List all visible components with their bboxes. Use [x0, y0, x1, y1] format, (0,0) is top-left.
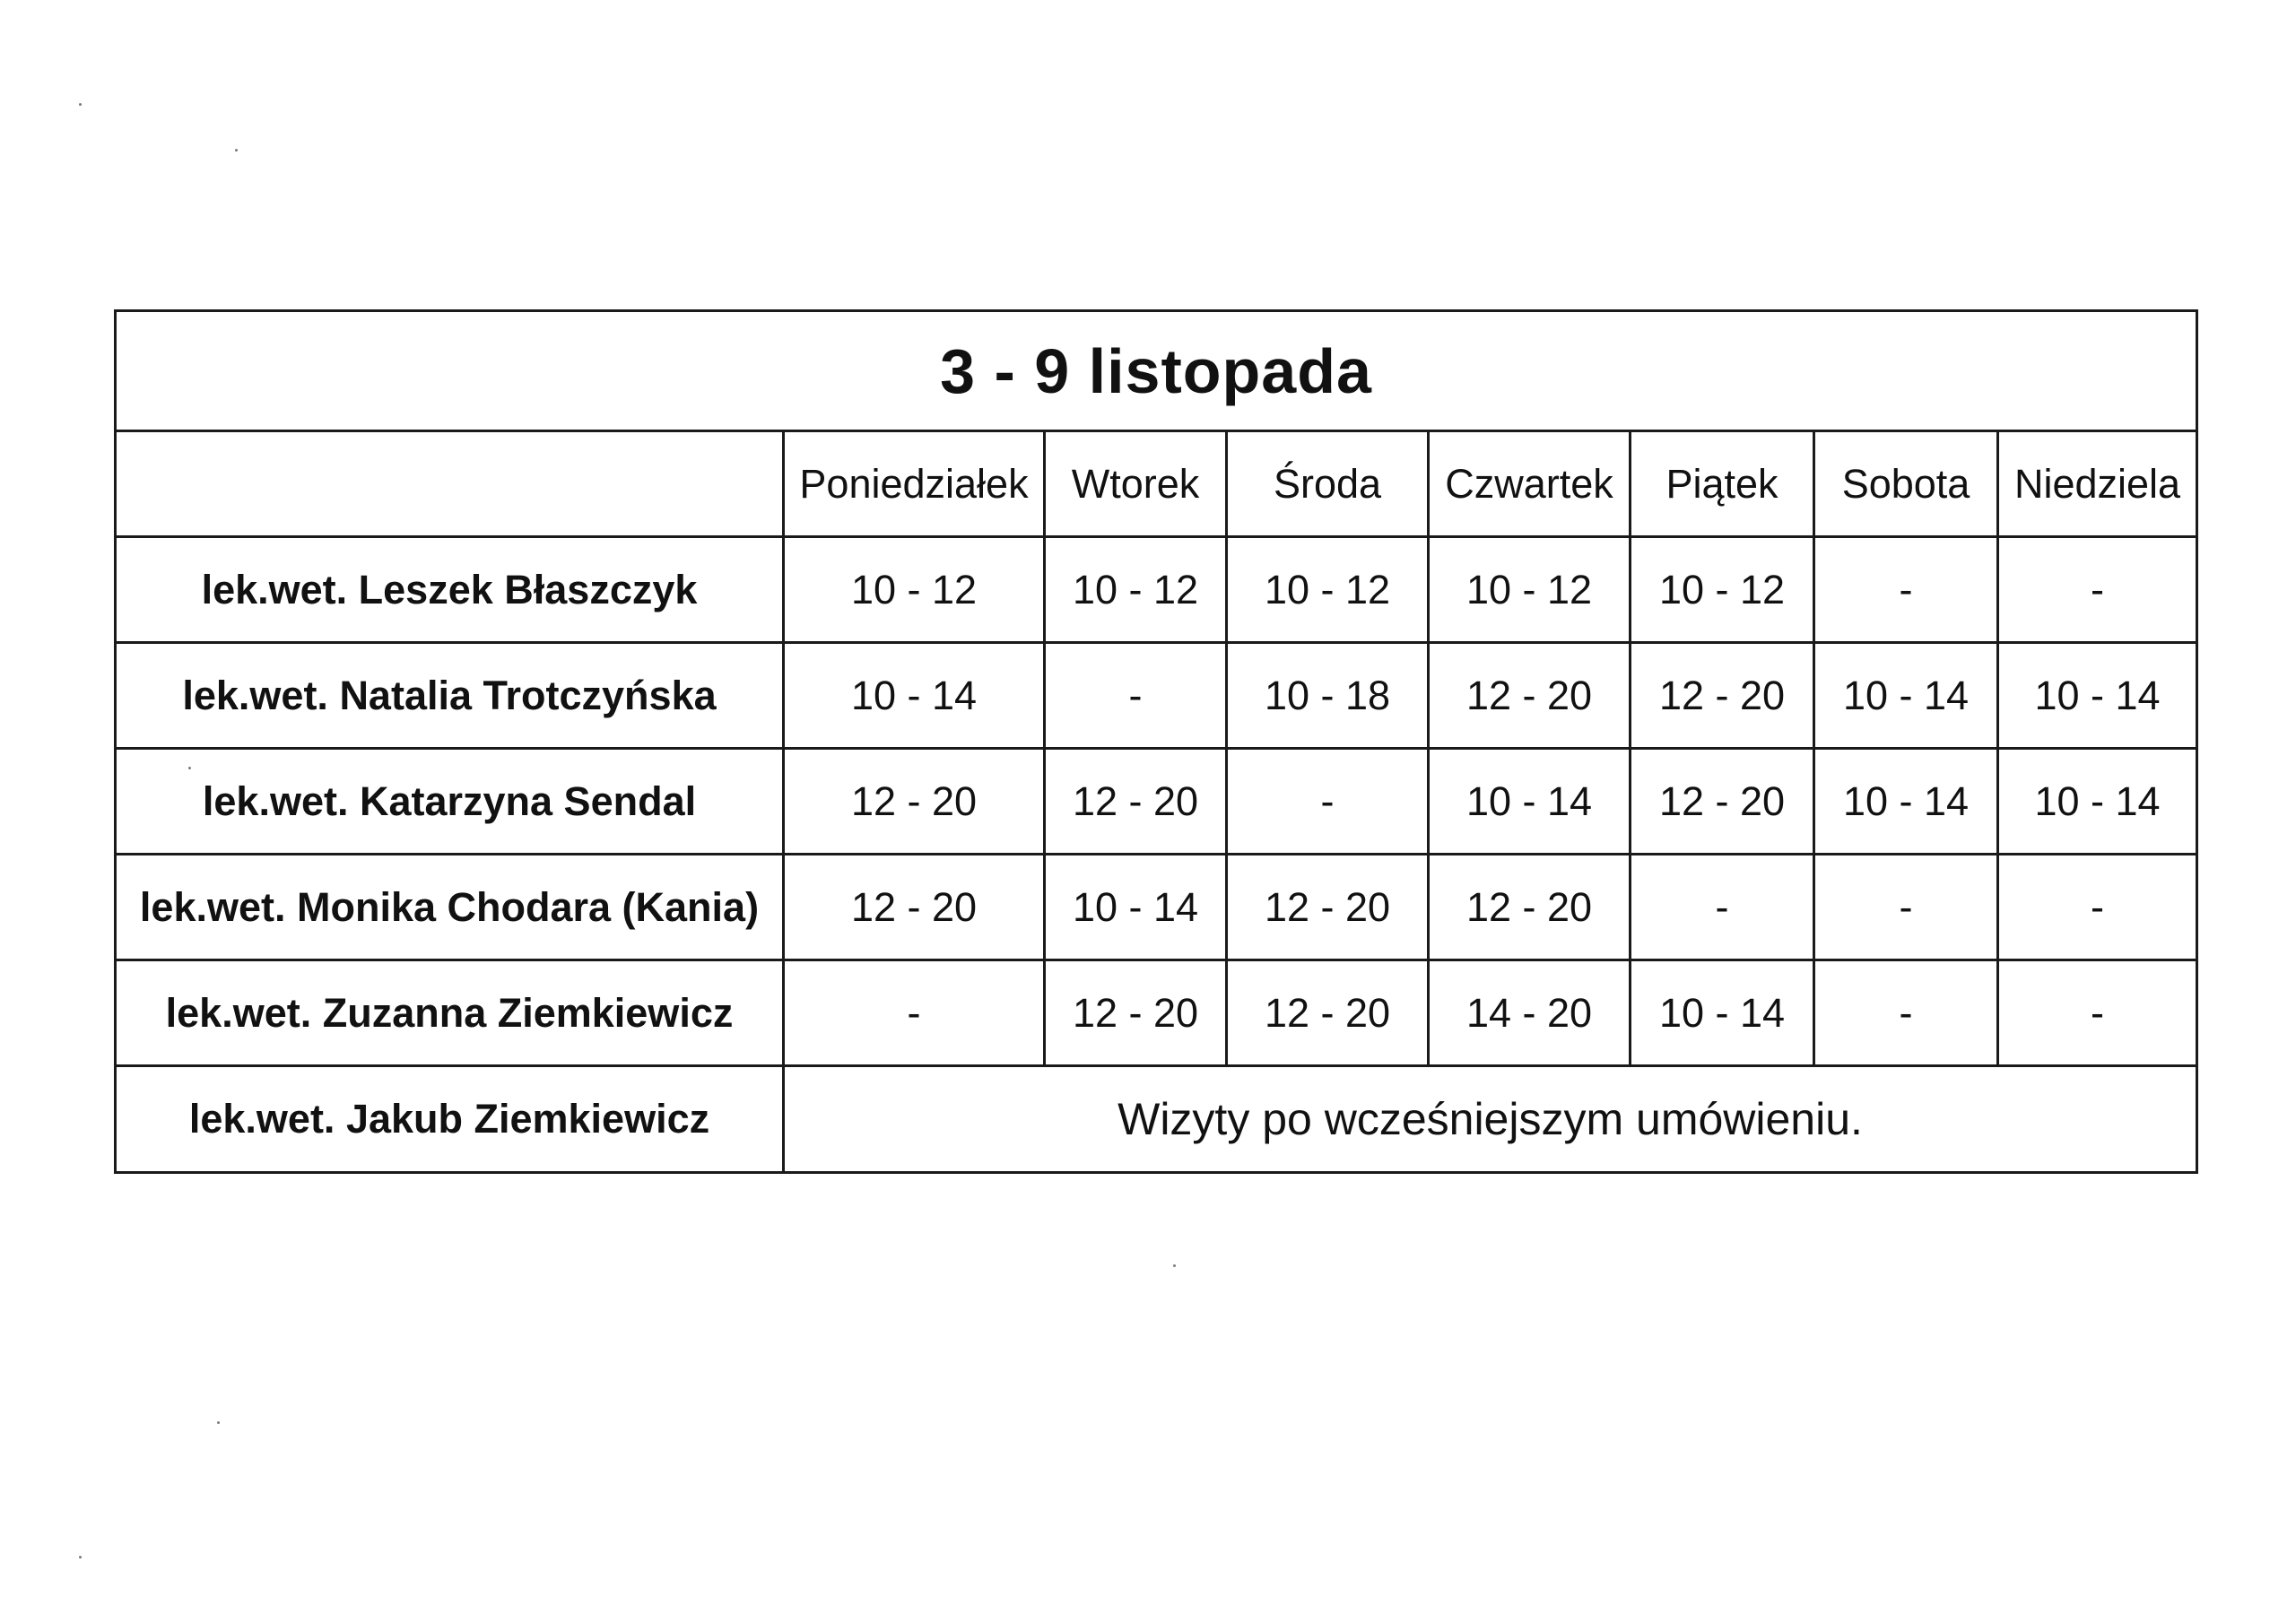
- hours-cell: -: [1998, 960, 2197, 1066]
- hours-cell: 10 - 12: [1429, 537, 1631, 643]
- hours-cell: 10 - 18: [1227, 643, 1429, 749]
- doctor-row: [116, 960, 2197, 1066]
- day-header-thursday: Czwartek: [1429, 431, 1631, 537]
- doctor-row: [116, 643, 2197, 749]
- hours-cell: 12 - 20: [1045, 960, 1227, 1066]
- hours-cell: 12 - 20: [784, 855, 1045, 960]
- scan-speck: [235, 149, 238, 152]
- hours-cell: -: [1814, 537, 1998, 643]
- hours-cell: 10 - 12: [1631, 537, 1814, 643]
- scan-speck: [217, 1421, 220, 1424]
- doctor-name: lek.wet. Zuzanna Ziemkiewicz: [116, 960, 784, 1066]
- hours-cell: 10 - 14: [1998, 643, 2197, 749]
- hours-cell: 12 - 20: [1429, 643, 1631, 749]
- hours-cell: -: [1227, 749, 1429, 855]
- hours-cell: 10 - 12: [1227, 537, 1429, 643]
- hours-cell: 10 - 14: [1429, 749, 1631, 855]
- hours-cell: 12 - 20: [784, 749, 1045, 855]
- hours-cell: 14 - 20: [1429, 960, 1631, 1066]
- appointment-note: Wizyty po wcześniejszym umówieniu.: [784, 1066, 2197, 1173]
- hours-cell: 12 - 20: [1631, 643, 1814, 749]
- doctor-name: lek.wet. Katarzyna Sendal: [116, 749, 784, 855]
- hours-cell: 10 - 14: [784, 643, 1045, 749]
- doctor-row: [116, 749, 2197, 855]
- hours-cell: -: [784, 960, 1045, 1066]
- hours-cell: 12 - 20: [1227, 960, 1429, 1066]
- schedule-title: 3 - 9 listopada: [116, 311, 2197, 431]
- doctor-name: lek.wet. Jakub Ziemkiewicz: [116, 1066, 784, 1173]
- day-header-friday: Piątek: [1631, 431, 1814, 537]
- scan-speck: [1173, 1264, 1176, 1267]
- doctor-name: lek.wet. Leszek Błaszczyk: [116, 537, 784, 643]
- hours-cell: -: [1814, 960, 1998, 1066]
- header-empty-cell: [116, 431, 784, 537]
- schedule-table: [114, 309, 2198, 1174]
- hours-cell: -: [1045, 643, 1227, 749]
- hours-cell: 10 - 14: [1631, 960, 1814, 1066]
- hours-cell: 10 - 14: [1045, 855, 1227, 960]
- hours-cell: 10 - 12: [784, 537, 1045, 643]
- day-header-wednesday: Środa: [1227, 431, 1429, 537]
- scan-speck: [79, 1556, 82, 1559]
- hours-cell: 12 - 20: [1227, 855, 1429, 960]
- hours-cell: -: [1814, 855, 1998, 960]
- hours-cell: -: [1998, 537, 2197, 643]
- day-header-tuesday: Wtorek: [1045, 431, 1227, 537]
- hours-cell: 10 - 12: [1045, 537, 1227, 643]
- day-header-sunday: Niedziela: [1998, 431, 2197, 537]
- doctor-row: [116, 537, 2197, 643]
- hours-cell: 10 - 14: [1998, 749, 2197, 855]
- title-row: [116, 311, 2197, 431]
- hours-cell: 12 - 20: [1429, 855, 1631, 960]
- doctor-row: [116, 855, 2197, 960]
- day-header-saturday: Sobota: [1814, 431, 1998, 537]
- doctor-name: lek.wet. Monika Chodara (Kania): [116, 855, 784, 960]
- hours-cell: 10 - 14: [1814, 749, 1998, 855]
- doctor-name: lek.wet. Natalia Trotczyńska: [116, 643, 784, 749]
- appointment-only-row: [116, 1066, 2197, 1173]
- days-header-row: [116, 431, 2197, 537]
- hours-cell: 10 - 14: [1814, 643, 1998, 749]
- hours-cell: -: [1998, 855, 2197, 960]
- hours-cell: 12 - 20: [1631, 749, 1814, 855]
- scan-speck: [79, 103, 82, 106]
- hours-cell: -: [1631, 855, 1814, 960]
- hours-cell: 12 - 20: [1045, 749, 1227, 855]
- day-header-monday: Poniedziałek: [784, 431, 1045, 537]
